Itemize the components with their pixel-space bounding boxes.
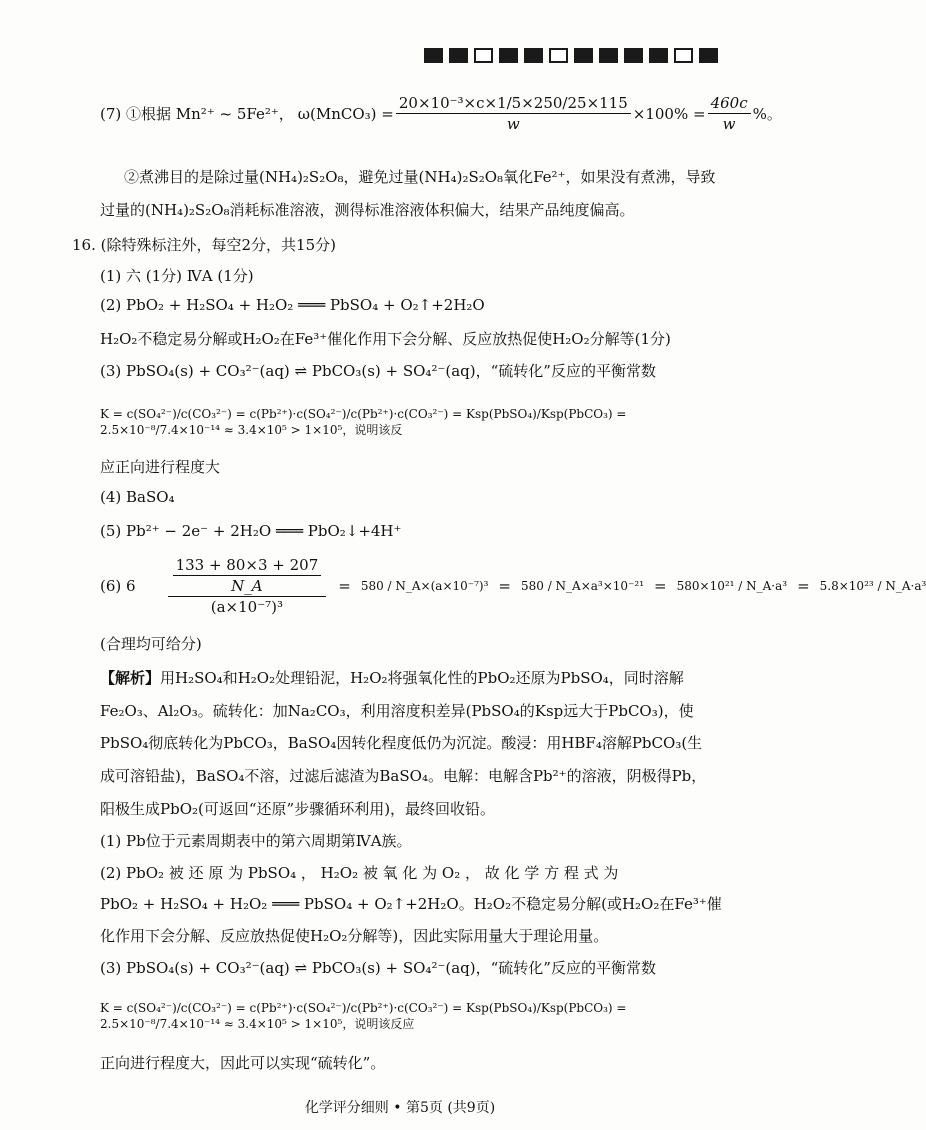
header-mark: [649, 48, 668, 63]
q15-7-result-num: 460c: [708, 94, 751, 114]
header-mark: [624, 48, 643, 63]
header-mark: [424, 48, 443, 63]
analysis-p3: PbSO₄彻底转化为PbCO₃，BaSO₄因转化程度低仍为沉淀。酸浸：用HBF₄溶解PbCO₃(生: [100, 734, 703, 752]
q16-6-f1-inner: [173, 556, 322, 595]
q16-answer-6: [100, 556, 926, 616]
q16-answer-1: (1) 六 (1分) ⅣA (1分): [100, 267, 254, 285]
header-mark: [474, 48, 493, 63]
q16-heading: 16. (除特殊标注外，每空2分，共15分): [72, 236, 336, 254]
analysis-p1-text: 用H₂SO₄和H₂O₂处理铅泥，H₂O₂将强氧化性的PbO₂还原为PbSO₄，同时溶解: [160, 669, 684, 687]
header-mark: [499, 48, 518, 63]
q16-answer-2b: H₂O₂不稳定易分解或H₂O₂在Fe³⁺催化作用下会分解、反应放热促使H₂O₂分解等(1分): [100, 330, 671, 348]
analysis-s3c: 正向进行程度大，因此可以实现“硫转化”。: [100, 1054, 386, 1072]
q15-7-denominator: w: [506, 115, 520, 133]
analysis-s3-k: K = c(SO₄²⁻)/c(CO₃²⁻) = c(Pb²⁺)·c(SO₄²⁻)/c(Pb²⁺)·c(CO₃²⁻) = Ksp(PbSO₄)/Ksp(PbCO₃) = 2.5×10⁻⁸/7.4×10⁻¹⁴ ≈ 3.4×10⁵ > 1×10⁵，说明该反应: [100, 1001, 627, 1031]
q15-7-main-fraction: [396, 94, 631, 133]
analysis-s2b: PbO₂ + H₂SO₄ + H₂O₂ ═══ PbSO₄ + O₂↑+2H₂O。H₂O₂不稳定易分解(或H₂O₂在Fe³⁺催: [100, 895, 722, 913]
header-mark: [674, 48, 693, 63]
q16-answer-3-k: K = c(SO₄²⁻)/c(CO₃²⁻) = c(Pb²⁺)·c(SO₄²⁻)/c(Pb²⁺)·c(CO₃²⁻) = Ksp(PbSO₄)/Ksp(PbCO₃) = 2.5×10⁻⁸/7.4×10⁻¹⁴ ≈ 3.4×10⁵ > 1×10⁵，说明该反: [100, 407, 627, 437]
q16-6-eq-3: =: [654, 577, 667, 595]
q16-answer-2: (2) PbO₂ + H₂SO₄ + H₂O₂ ═══ PbSO₄ + O₂↑+2H₂O: [100, 296, 485, 314]
q16-6-eq-4: =: [797, 577, 810, 595]
q16-6-fraction-3: 580 / N_A×a³×10⁻²¹: [520, 579, 645, 593]
header-mark: [524, 48, 543, 63]
q16-answer-3: (3) PbSO₄(s) + CO₃²⁻(aq) ⇌ PbCO₃(s) + SO₄²⁻(aq)，“硫转化”反应的平衡常数: [100, 362, 656, 380]
q15-7-result-den: w: [722, 115, 736, 133]
analysis-p1: [100, 667, 684, 688]
q16-answer-5: (5) Pb²⁺ − 2e⁻ + 2H₂O ═══ PbO₂↓+4H⁺: [100, 522, 402, 540]
q16-6-f1-mass: 133 + 80×3 + 207: [173, 556, 322, 576]
q15-7-numerator: 20×10⁻³×c×1/5×250/25×115: [396, 94, 631, 114]
analysis-s2a: (2) PbO₂ 被 还 原 为 PbSO₄ ， H₂O₂ 被 氧 化 为 O₂ ， 故 化 学 方 程 式 为: [100, 864, 619, 882]
q16-answer-4: (4) BaSO₄: [100, 488, 175, 506]
analysis-p2: Fe₂O₃、Al₂O₃。硫转化：加Na₂CO₃，利用溶度积差异(PbSO₄的Ksp远大于PbCO₃)，使: [100, 702, 694, 720]
q16-6-f1-volume: (a×10⁻⁷)³: [210, 598, 284, 616]
page-footer: 化学评分细则 • 第5页 (共9页): [304, 1100, 496, 1116]
q16-6-fraction-5: 5.8×10²³ / N_A·a³: [819, 579, 926, 593]
header-mark: [574, 48, 593, 63]
q15-7b-line1: ②煮沸目的是除过量(NH₄)₂S₂O₈，避免过量(NH₄)₂S₂O₈氧化Fe²⁺，如果没有煮沸，导致: [124, 168, 716, 186]
q16-6-fraction-4: 580×10²¹ / N_A·a³: [676, 579, 788, 593]
q16-6-note: (合理均可给分): [100, 635, 202, 653]
q16-6-eq-2: =: [498, 577, 511, 595]
analysis-p5: 阳极生成PbO₂(可返回“还原”步骤循环利用)，最终回收铅。: [100, 800, 496, 818]
q15-7-unit: %。: [752, 105, 782, 123]
analysis-label: 【解析】: [100, 669, 161, 687]
q16-6-f1-top: [168, 556, 327, 597]
q16-6-label: (6) 6: [100, 577, 136, 595]
analysis-p4: 成可溶铅盐)，BaSO₄不溶，过滤后滤渣为BaSO₄。电解：电解含Pb²⁺的溶液，阴极得Pb，: [100, 767, 707, 785]
header-mark: [699, 48, 718, 63]
analysis-s3a: (3) PbSO₄(s) + CO₃²⁻(aq) ⇌ PbCO₃(s) + SO₄²⁻(aq)，“硫转化”反应的平衡常数: [100, 959, 656, 977]
q16-6-fraction-2: 580 / N_A×(a×10⁻⁷)³: [360, 579, 489, 593]
header-mark: [599, 48, 618, 63]
q15-7-prefix: (7) ①根据 Mn²⁺ ~ 5Fe²⁺，: [100, 105, 294, 123]
q15-7-formula: [100, 94, 782, 133]
q16-6-eq-1: =: [338, 577, 351, 595]
analysis-s2c: 化作用下会分解、反应放热促使H₂O₂分解等)，因此实际用量大于理论用量。: [100, 927, 609, 945]
q16-6-fraction-1: [168, 556, 327, 616]
q16-6-f1-na: N_A: [231, 577, 263, 595]
q16-answer-3-end: 应正向进行程度大: [100, 458, 221, 476]
header-mark: [449, 48, 468, 63]
header-mark: [549, 48, 568, 63]
q15-7b-line2: 过量的(NH₄)₂S₂O₈消耗标准溶液，测得标准溶液体积偏大，结果产品纯度偏高。: [100, 201, 635, 219]
q15-7-result-fraction: [708, 94, 751, 133]
analysis-s1: (1) Pb位于元素周期表中的第六周期第ⅣA族。: [100, 832, 412, 850]
q15-7-tail: ×100% =: [632, 104, 706, 123]
header-marks: [424, 48, 718, 63]
q15-7-omega: ω(MnCO₃) =: [297, 104, 394, 123]
